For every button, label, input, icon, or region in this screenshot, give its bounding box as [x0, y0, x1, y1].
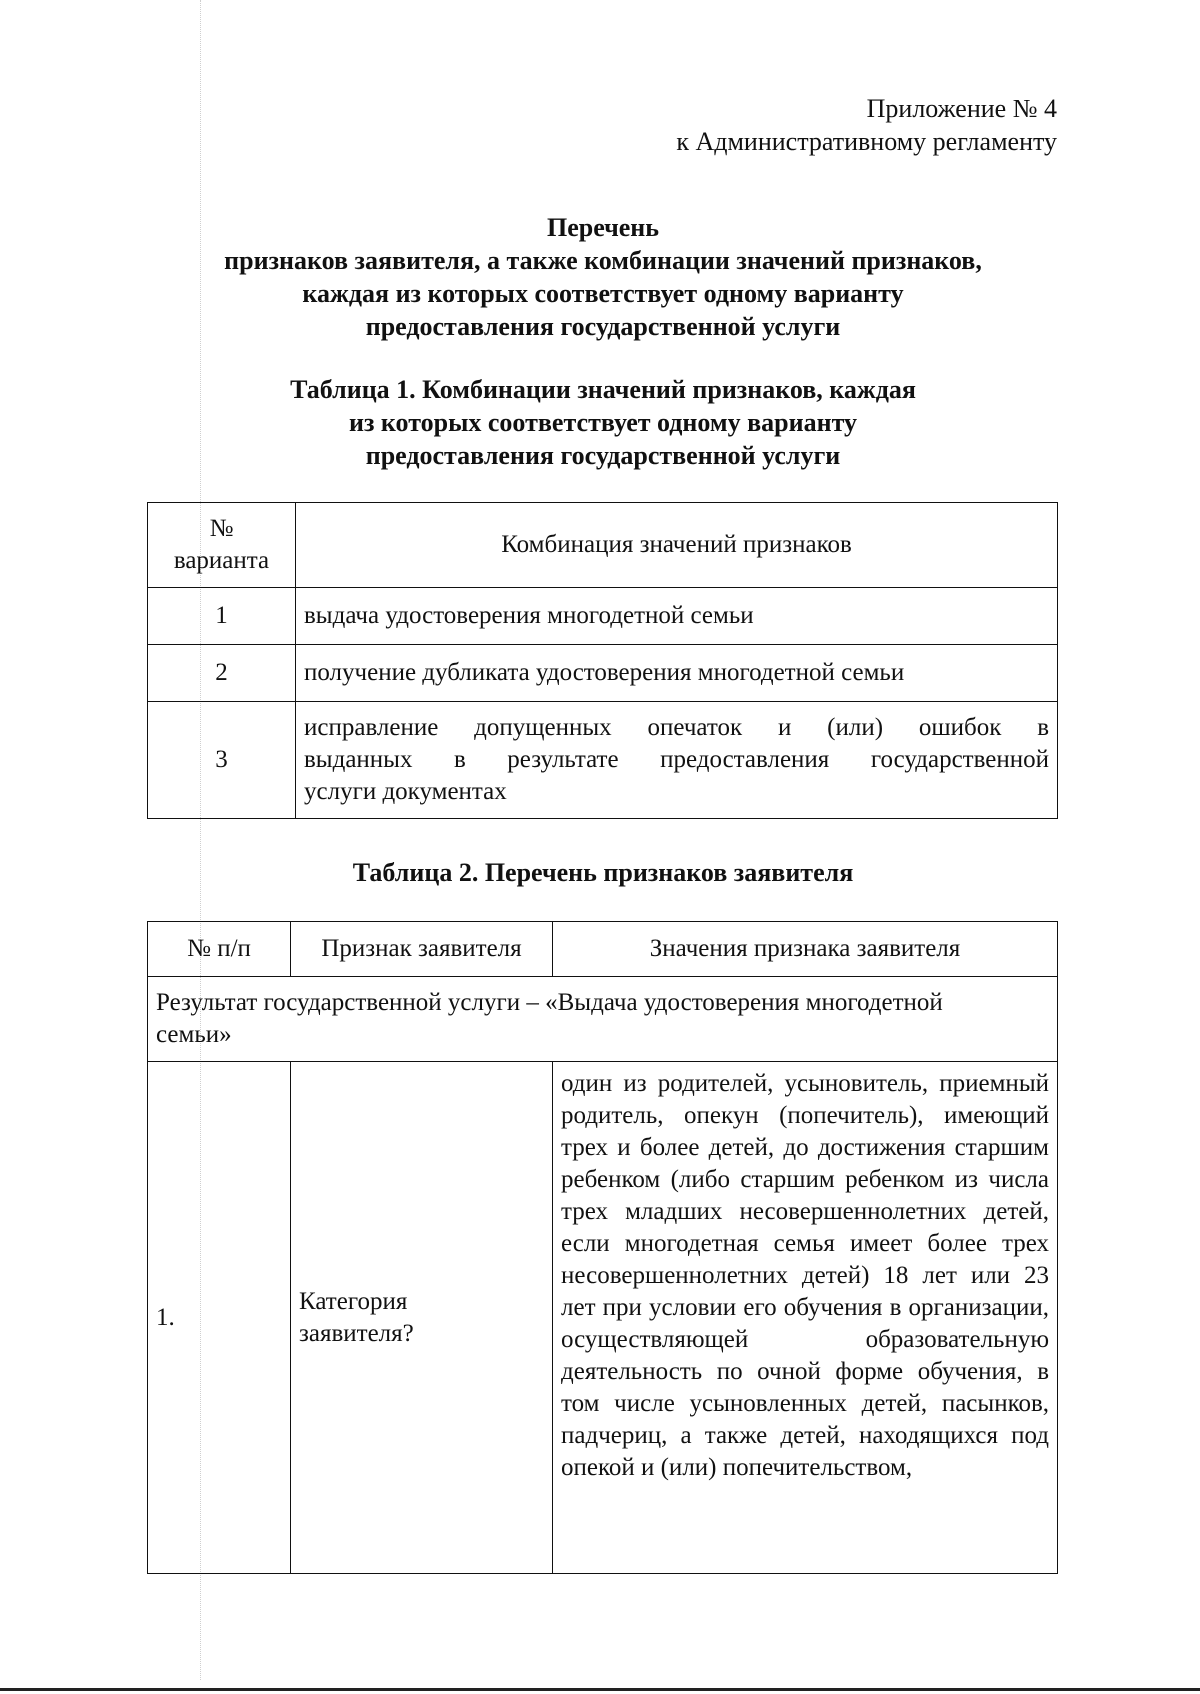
column-header-combination: Комбинация значений признаков	[296, 503, 1058, 588]
title-line-3: каждая из которых соответствует одному варианту	[302, 279, 904, 308]
column-header-sign: Признак заявителя	[291, 922, 553, 977]
section-row	[148, 977, 1058, 1062]
variant-number: 2	[148, 645, 296, 702]
variant-combination-line-1: исправление допущенных опечаток и (или) ошибок в	[304, 714, 1049, 741]
variants-table	[147, 502, 1058, 819]
table-row	[148, 1062, 1058, 1574]
appendix-note	[676, 92, 1057, 158]
table-row	[148, 588, 1058, 645]
section-result-line-1: Результат государственной услуги – «Выдача удостоверения многодетной	[156, 989, 943, 1016]
column-header-values: Значения признака заявителя	[553, 922, 1058, 977]
variant-combination-line-2: выданных в результате предоставления государственной	[304, 746, 1049, 773]
title-line-1: Перечень	[546, 213, 660, 242]
column-header-number: № п/п	[148, 922, 291, 977]
applicant-sign	[291, 1062, 553, 1574]
table-header-row	[148, 503, 1058, 588]
applicant-sign-line-2: заявителя?	[299, 1319, 414, 1347]
table-header-row	[148, 922, 1058, 977]
table1-heading	[150, 373, 1056, 472]
table-row	[148, 645, 1058, 702]
table1-heading-line-2: из которых соответствует одному варианту	[348, 408, 857, 437]
variant-combination: выдача удостоверения многодетной семьи	[296, 588, 1058, 645]
applicant-signs-table	[147, 921, 1058, 1574]
sign-values: один из родителей, усыновитель, приемный родитель, опекун (попечитель), имеющий трех и более детей, до достижения старшим ребенком (либо старшим ребенком из числа трех младших несовершеннолетних детей, если многодетная семья имеет более трех несовершеннолетних детей) 18 лет или 23 лет при условии его обучения в организации, осуществляющей образовательную деятельность по очной форме обучения, в том числе усыновленных детей, пасынков, падчериц, а также детей, находящихся под опекой и (или) попечительством,	[553, 1062, 1058, 1574]
variant-number: 1	[148, 588, 296, 645]
variant-combination: получение дубликата удостоверения многодетной семьи	[296, 645, 1058, 702]
applicant-sign-line-1: Категория	[299, 1287, 408, 1315]
variant-combination-line-3: услуги документах	[304, 778, 507, 805]
section-result-line-2: семьи»	[156, 1021, 232, 1048]
column-header-variant	[148, 503, 296, 588]
table1-heading-line-1: Таблица 1. Комбинации значений признаков, каждая	[290, 375, 916, 404]
title-line-2: признаков заявителя, а также комбинации значений признаков,	[224, 246, 982, 275]
variant-combination	[296, 702, 1058, 819]
row-number: 1.	[148, 1062, 291, 1574]
table1-heading-line-3: предоставления государственной услуги	[365, 441, 841, 470]
page-bottom-rule	[0, 1688, 1200, 1691]
table2-heading: Таблица 2. Перечень признаков заявителя	[352, 858, 854, 887]
table-row	[148, 702, 1058, 819]
document-title	[150, 211, 1056, 343]
appendix-line-2: к Административному регламенту	[676, 127, 1057, 156]
appendix-line-1: Приложение № 4	[866, 94, 1057, 123]
variant-number: 3	[148, 702, 296, 819]
section-result	[148, 977, 1058, 1062]
column-header-variant-line-1: №	[209, 515, 234, 542]
title-line-4: предоставления государственной услуги	[365, 312, 841, 341]
column-header-variant-line-2: варианта	[173, 547, 270, 574]
